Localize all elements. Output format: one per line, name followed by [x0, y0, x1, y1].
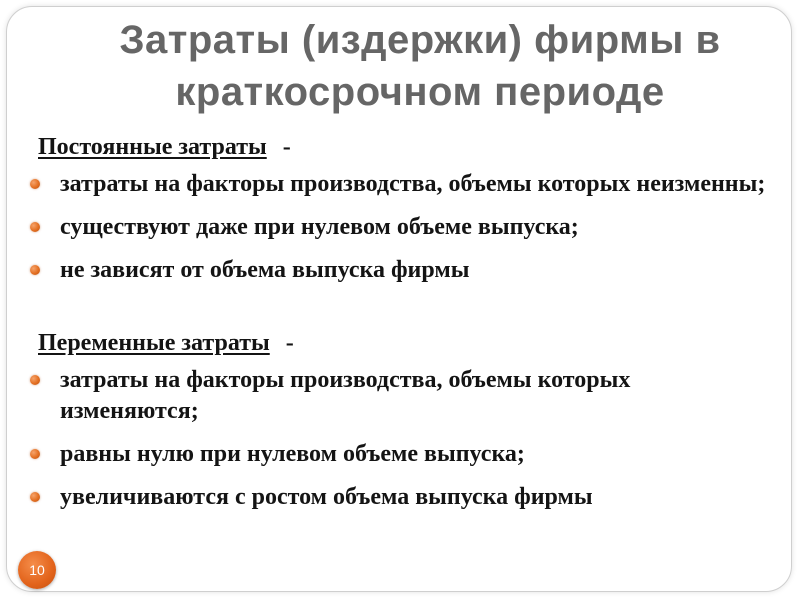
section-spacer — [26, 298, 766, 328]
bullet-item — [26, 212, 766, 243]
section-heading-text: Переменные затраты — [38, 330, 270, 356]
bullet-text: увеличиваются с ростом объема выпуска фирмы — [60, 484, 593, 510]
bullet-item — [26, 169, 766, 200]
bullet-text: существуют даже при нулевом объеме выпуска; — [60, 214, 579, 240]
bullet-text: не зависят от объема выпуска фирмы — [60, 257, 470, 283]
heading-dash: - — [285, 330, 294, 356]
bullet-list — [26, 169, 766, 286]
section-fixed-costs — [26, 132, 766, 286]
bullet-dot-icon — [30, 492, 40, 502]
bullet-text: равны нулю при нулевом объеме выпуска; — [60, 441, 525, 467]
bullet-dot-icon — [30, 375, 40, 385]
section-heading-text: Постоянные затраты — [38, 134, 267, 160]
bullet-text: затраты на факторы производства, объемы которых изменяются; — [60, 367, 631, 424]
bullet-item — [26, 439, 766, 470]
bullet-dot-icon — [30, 222, 40, 232]
section-heading — [38, 328, 766, 359]
bullet-dot-icon — [30, 449, 40, 459]
page-number-badge: 10 — [18, 551, 56, 589]
bullet-item — [26, 255, 766, 286]
bullet-item — [26, 365, 766, 427]
bullet-dot-icon — [30, 179, 40, 189]
bullet-dot-icon — [30, 265, 40, 275]
slide-title: Затраты (издержки) фирмы в краткосрочном периоде — [119, 18, 721, 114]
bullet-text: затраты на факторы производства, объемы которых неизменны; — [60, 171, 766, 197]
bullet-list — [26, 365, 766, 513]
slide-content — [26, 132, 766, 525]
section-variable-costs — [26, 328, 766, 513]
bullet-item — [26, 482, 766, 513]
heading-dash: - — [282, 134, 291, 160]
section-heading — [38, 132, 766, 163]
